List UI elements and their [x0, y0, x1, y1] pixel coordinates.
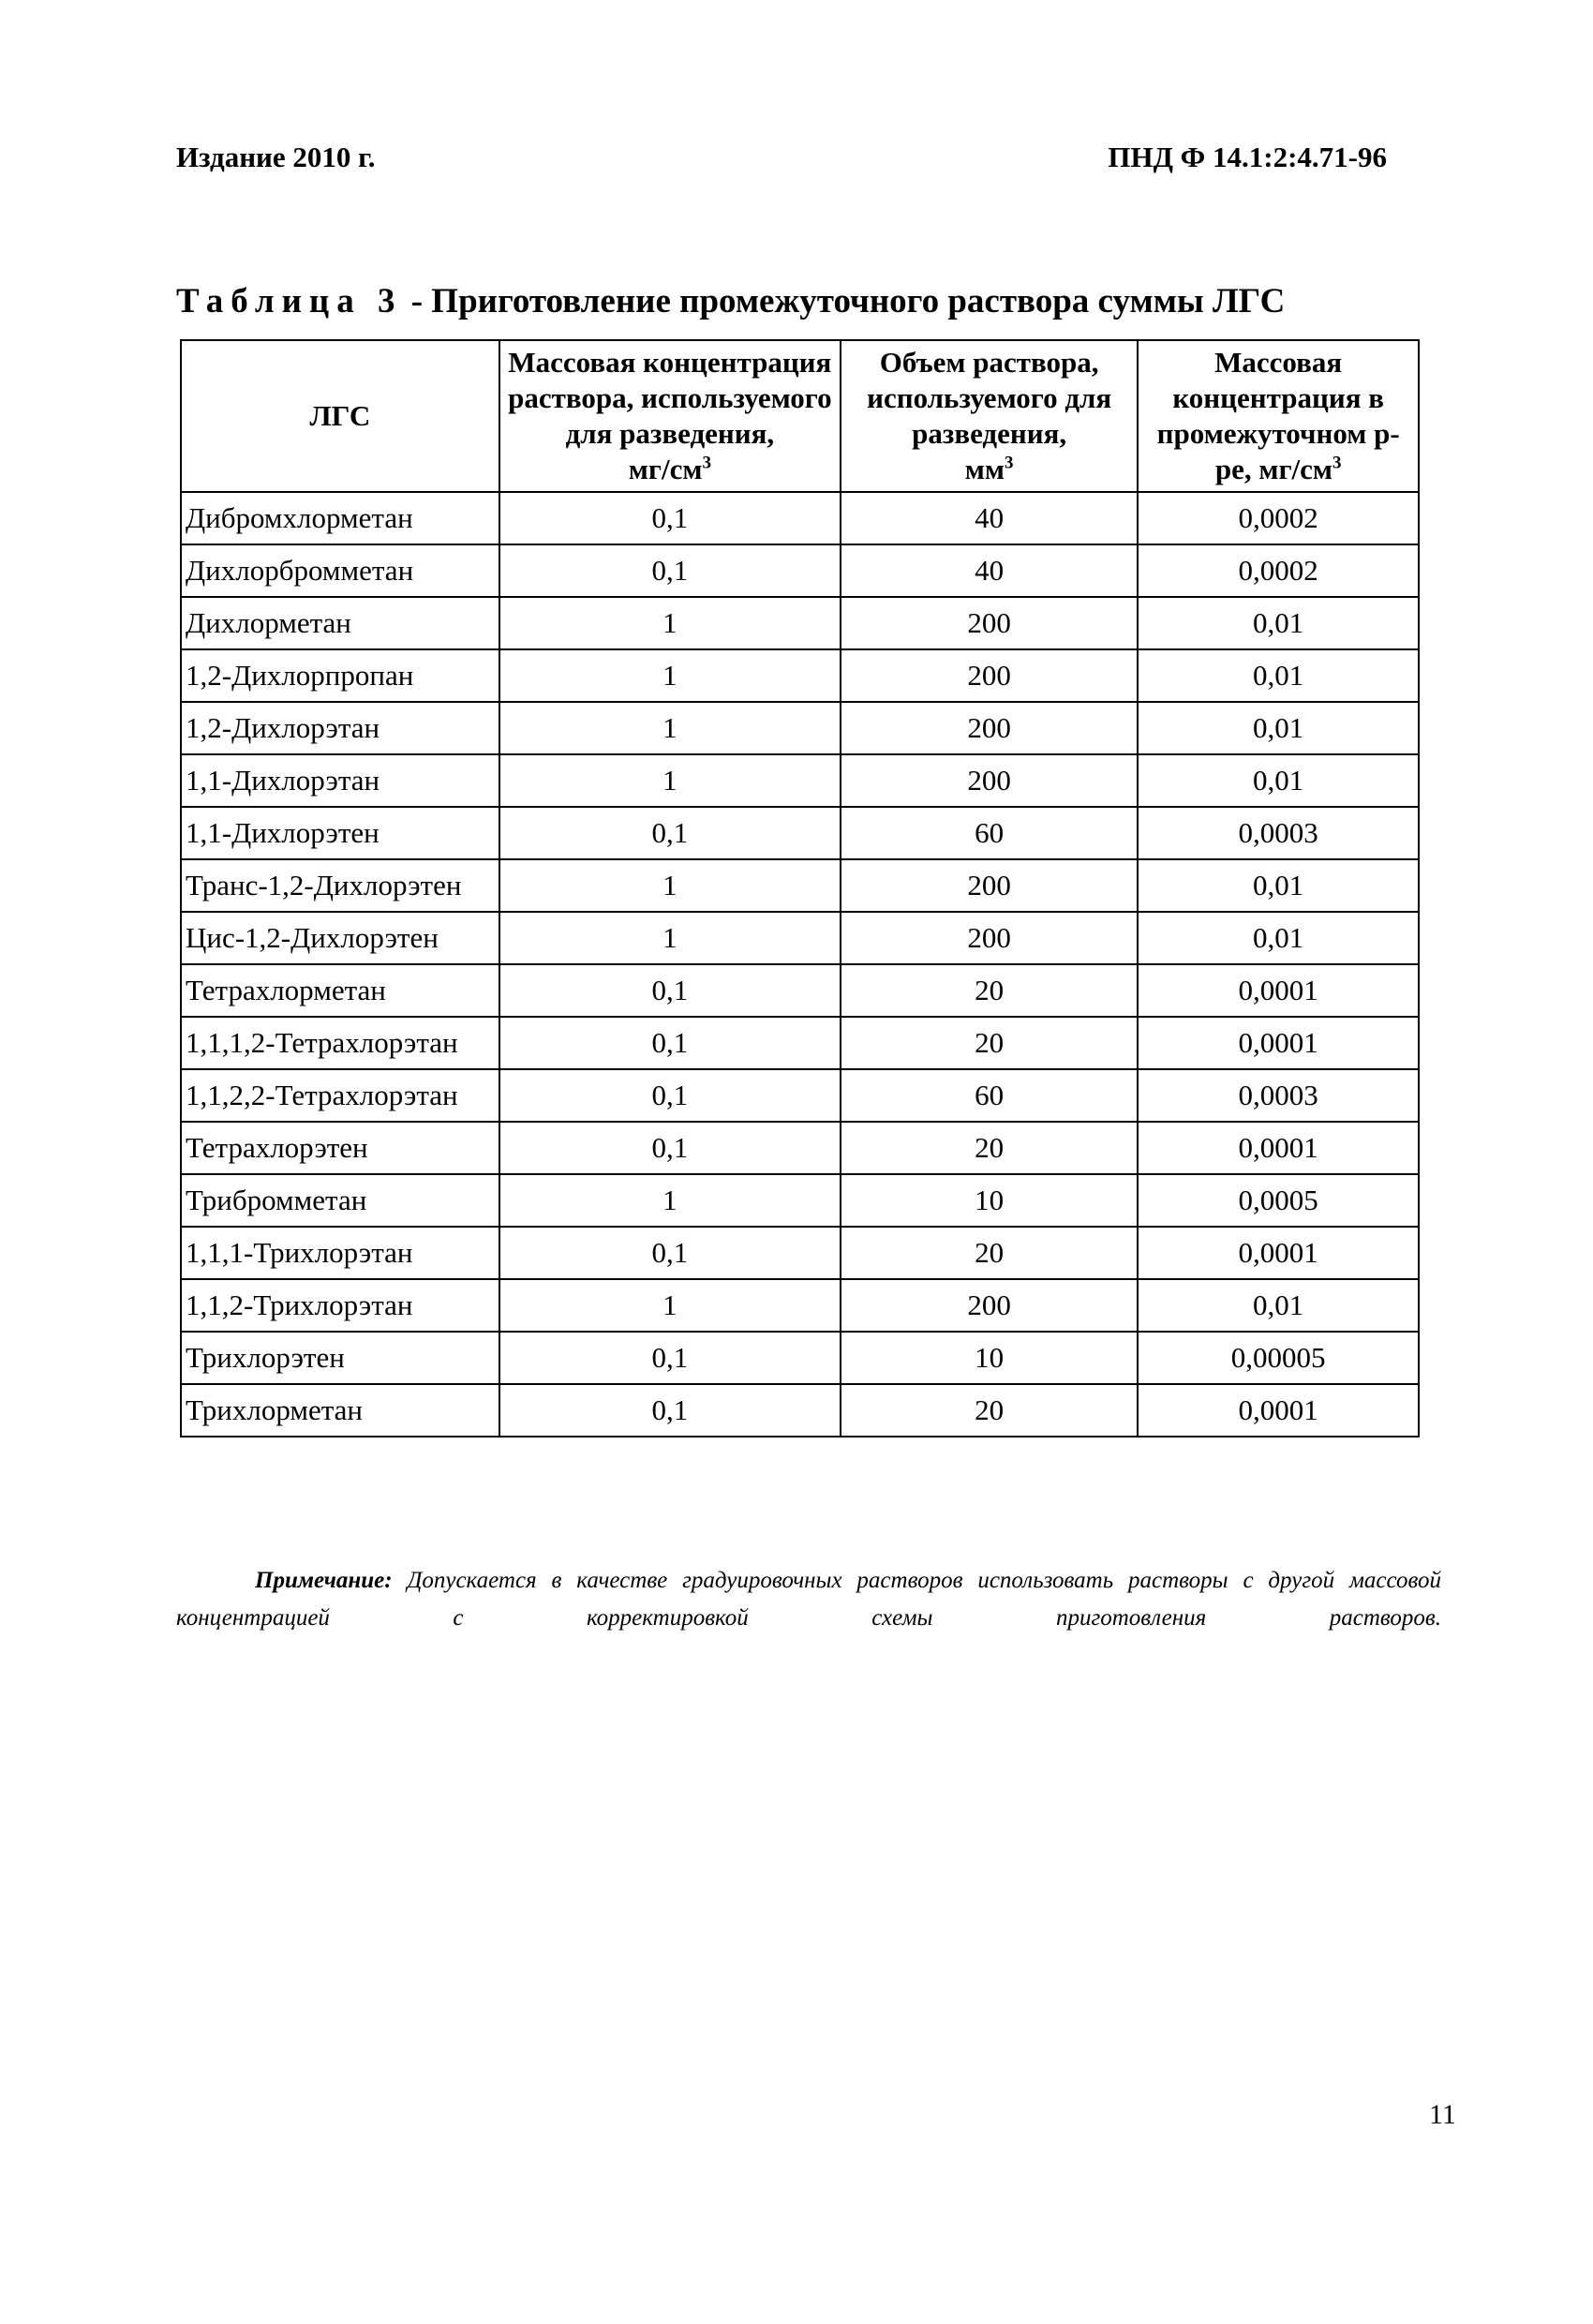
table-note [176, 1562, 1441, 1637]
compound-name: 1,1,1,2-Тетрахлорэтан [181, 1017, 499, 1069]
source-concentration: 1 [499, 597, 841, 649]
column-header-source-concentration: Массовая концентрация раствора, используемого для разведения, $мг/см^3$ [499, 340, 841, 492]
table-row [181, 1017, 1419, 1069]
source-concentration: 0,1 [499, 1227, 841, 1279]
compound-name: Тетрахлорметан [181, 964, 499, 1017]
volume: 200 [841, 702, 1138, 754]
volume: 10 [841, 1174, 1138, 1227]
source-concentration: 0,1 [499, 544, 841, 597]
compound-name: Тетрахлорэтен [181, 1122, 499, 1174]
source-concentration: 1 [499, 912, 841, 964]
table-row [181, 1227, 1419, 1279]
intermediate-concentration: 0,0005 [1138, 1174, 1419, 1227]
edition-label: Издание 2010 г. [176, 141, 376, 173]
compound-name: Трихлорметан [181, 1384, 499, 1437]
compound-name: Трибромметан [181, 1174, 499, 1227]
table-row [181, 597, 1419, 649]
volume: 20 [841, 1384, 1138, 1437]
compound-name: 1,1,1-Трихлорэтан [181, 1227, 499, 1279]
compound-name: Транс-1,2-Дихлорэтен [181, 859, 499, 912]
intermediate-concentration: 0,01 [1138, 649, 1419, 702]
column-header-lgs: ЛГС [181, 340, 499, 492]
source-concentration: 1 [499, 754, 841, 807]
intermediate-concentration: 0,01 [1138, 912, 1419, 964]
intermediate-concentration: 0,01 [1138, 702, 1419, 754]
intermediate-concentration: 0,01 [1138, 1279, 1419, 1332]
volume: 20 [841, 1227, 1138, 1279]
page-number: 11 [1429, 2099, 1456, 2130]
document-code: ПНД Ф 14.1:2:4.71-96 [1108, 141, 1387, 173]
volume: 60 [841, 807, 1138, 859]
table-title [176, 281, 1285, 321]
compound-name: 1,2-Дихлорпропан [181, 649, 499, 702]
volume: 200 [841, 1279, 1138, 1332]
table-row [181, 702, 1419, 754]
volume: 60 [841, 1069, 1138, 1122]
intermediate-concentration: 0,0001 [1138, 1227, 1419, 1279]
table-row [181, 964, 1419, 1017]
intermediate-concentration: 0,01 [1138, 754, 1419, 807]
table-header-row [181, 340, 1419, 492]
source-concentration: 1 [499, 1174, 841, 1227]
volume: 20 [841, 1017, 1138, 1069]
source-concentration: 0,1 [499, 492, 841, 544]
volume: 200 [841, 597, 1138, 649]
source-concentration: 0,1 [499, 1122, 841, 1174]
compound-name: Дихлорметан [181, 597, 499, 649]
compound-name: Трихлорэтен [181, 1332, 499, 1384]
table-row [181, 859, 1419, 912]
volume: 200 [841, 859, 1138, 912]
intermediate-concentration: 0,01 [1138, 859, 1419, 912]
compound-name: 1,2-Дихлорэтан [181, 702, 499, 754]
volume: 20 [841, 964, 1138, 1017]
volume: 40 [841, 544, 1138, 597]
table-row [181, 912, 1419, 964]
table-row [181, 1174, 1419, 1227]
compound-name: 1,1,2-Трихлорэтан [181, 1279, 499, 1332]
table-row [181, 1069, 1419, 1122]
source-concentration: 0,1 [499, 1017, 841, 1069]
volume: 20 [841, 1122, 1138, 1174]
note-label: Примечание: [255, 1568, 393, 1593]
intermediate-concentration: 0,0003 [1138, 1069, 1419, 1122]
column-header-volume: Объем раствора, используемого для разведения, $мм^3$ [841, 340, 1138, 492]
source-concentration: 0,1 [499, 1384, 841, 1437]
volume: 10 [841, 1332, 1138, 1384]
note-text: Допускается в качестве градуировочных растворов использовать растворы с другой массовой концентрацией с корректировкой схемы приготовления растворов. [176, 1568, 1441, 1631]
table-row [181, 807, 1419, 859]
volume: 200 [841, 649, 1138, 702]
intermediate-concentration: 0,0001 [1138, 1384, 1419, 1437]
table-row [181, 754, 1419, 807]
volume: 40 [841, 492, 1138, 544]
source-concentration: 1 [499, 649, 841, 702]
compound-name: Цис-1,2-Дихлорэтен [181, 912, 499, 964]
source-concentration: 0,1 [499, 807, 841, 859]
intermediate-concentration: 0,0001 [1138, 964, 1419, 1017]
compound-name: 1,1-Дихлорэтан [181, 754, 499, 807]
table-row [181, 649, 1419, 702]
table-number: Таблица 3 [176, 282, 403, 320]
table-row [181, 1122, 1419, 1174]
source-concentration: 1 [499, 1279, 841, 1332]
table-row [181, 1384, 1419, 1437]
source-concentration: 0,1 [499, 1069, 841, 1122]
table-row [181, 544, 1419, 597]
table-caption: - Приготовление промежуточного раствора суммы ЛГС [402, 282, 1286, 320]
source-concentration: 0,1 [499, 964, 841, 1017]
compound-name: Дибромхлорметан [181, 492, 499, 544]
table-row [181, 492, 1419, 544]
intermediate-concentration: 0,01 [1138, 597, 1419, 649]
preparation-table [180, 339, 1420, 1438]
intermediate-concentration: 0,00005 [1138, 1332, 1419, 1384]
source-concentration: 1 [499, 859, 841, 912]
table-row [181, 1332, 1419, 1384]
intermediate-concentration: 0,0002 [1138, 492, 1419, 544]
table-row [181, 1279, 1419, 1332]
column-header-intermediate-concentration: Массовая концентрация в промежуточном р-ре, $мг/см^3$ [1138, 340, 1419, 492]
compound-name: 1,1-Дихлорэтен [181, 807, 499, 859]
intermediate-concentration: 0,0001 [1138, 1122, 1419, 1174]
compound-name: 1,1,2,2-Тетрахлорэтан [181, 1069, 499, 1122]
intermediate-concentration: 0,0002 [1138, 544, 1419, 597]
volume: 200 [841, 912, 1138, 964]
source-concentration: 1 [499, 702, 841, 754]
volume: 200 [841, 754, 1138, 807]
intermediate-concentration: 0,0003 [1138, 807, 1419, 859]
source-concentration: 0,1 [499, 1332, 841, 1384]
intermediate-concentration: 0,0001 [1138, 1017, 1419, 1069]
compound-name: Дихлорбромметан [181, 544, 499, 597]
